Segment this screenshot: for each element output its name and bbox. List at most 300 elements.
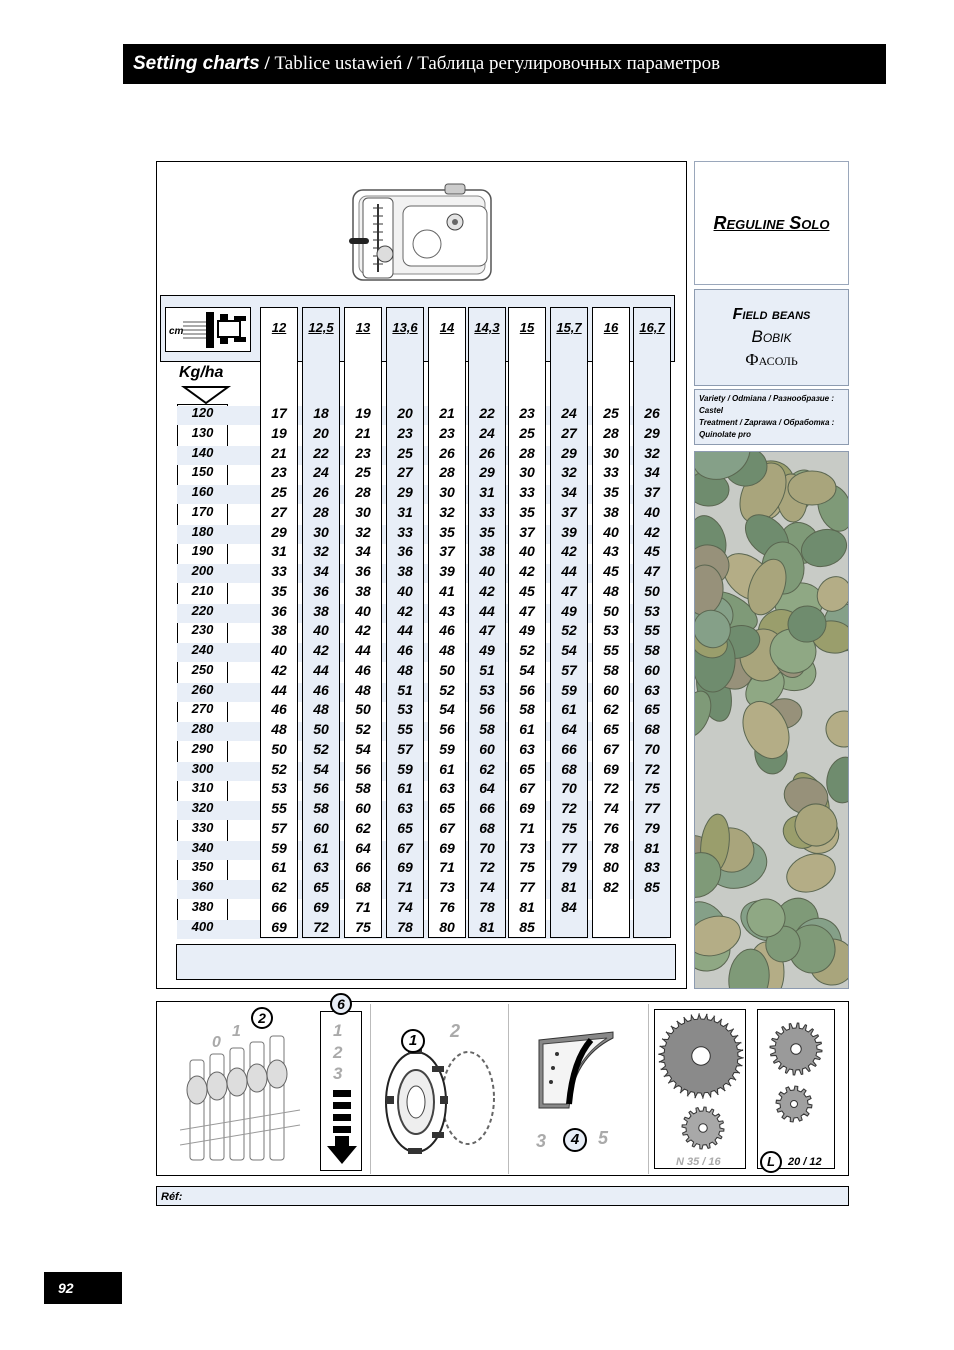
- table-cell: 66: [355, 859, 371, 876]
- table-cell: 40: [603, 523, 619, 540]
- table-cell: 60: [355, 800, 371, 816]
- table-cell: 68: [355, 879, 371, 895]
- table-cell: 31: [271, 543, 287, 560]
- table-cell: 81: [519, 898, 535, 915]
- table-cell: 37: [519, 523, 535, 540]
- table-notes-field[interactable]: [176, 944, 676, 980]
- table-cell: 60: [603, 681, 619, 698]
- table-cell: 53: [479, 681, 495, 698]
- table-cell: 58: [355, 780, 371, 797]
- table-cell: 50: [313, 721, 329, 737]
- table-cell: 27: [561, 424, 577, 441]
- table-cell: 26: [313, 484, 329, 500]
- table-cell: 58: [603, 661, 619, 678]
- table-cell: 57: [271, 819, 287, 836]
- table-cell: 35: [479, 523, 495, 540]
- table-cell: 55: [397, 721, 413, 737]
- table-cell: 28: [439, 464, 455, 481]
- kg-ha-value: 200: [191, 563, 214, 578]
- table-cell: 23: [439, 424, 455, 441]
- table-cell: 52: [519, 642, 535, 658]
- table-cell: 35: [603, 484, 619, 500]
- table-cell: 71: [439, 859, 455, 876]
- table-cell: 56: [355, 760, 371, 777]
- kg-ha-value: 120: [191, 405, 214, 420]
- tractor-speed-icon: [165, 307, 251, 352]
- table-cell: 23: [355, 444, 371, 461]
- small-gear-icon: [681, 1106, 725, 1150]
- field-beans-photo: [694, 451, 849, 989]
- kg-ha-value: 230: [191, 622, 214, 638]
- table-cell: 59: [561, 681, 577, 698]
- table-cell: 46: [271, 701, 287, 718]
- down-arrow-icon: [178, 383, 234, 405]
- variety-value: Castel: [699, 406, 724, 415]
- table-cell: 37: [439, 543, 455, 560]
- table-cell: 63: [644, 681, 660, 698]
- table-cell: 32: [561, 464, 577, 481]
- kg-ha-value: 350: [191, 859, 214, 875]
- table-cell: 37: [644, 484, 660, 500]
- table-cell: 69: [313, 898, 329, 915]
- table-cell: 85: [644, 879, 660, 895]
- table-cell: 56: [479, 701, 495, 718]
- lever-step-1: 1: [333, 1021, 343, 1040]
- table-cell: 77: [561, 839, 577, 856]
- table-cell: 54: [355, 740, 371, 757]
- kg-ha-value: 160: [191, 484, 214, 499]
- gear-left-label: N 35 / 16: [676, 1156, 721, 1168]
- table-cell: 29: [561, 444, 577, 461]
- table-cell: 65: [397, 819, 413, 836]
- table-cell: 30: [313, 523, 329, 540]
- kg-ha-value: 300: [191, 760, 214, 776]
- lever-number-badge: [330, 993, 352, 1015]
- table-cell: 62: [479, 760, 495, 777]
- variety-label: Variety / Odmiana / Разнообразие :: [699, 394, 835, 403]
- table-cell: 78: [397, 918, 413, 935]
- table-cell: 80: [603, 859, 619, 876]
- table-cell: 58: [519, 701, 535, 718]
- lower-gear-icon: [775, 1085, 813, 1123]
- table-cell: 25: [519, 424, 535, 441]
- table-cell: 38: [271, 622, 287, 639]
- table-cell: 60: [644, 661, 660, 678]
- table-cell: 79: [644, 819, 660, 836]
- table-cell: 36: [271, 602, 287, 619]
- table-cell: 61: [313, 839, 329, 856]
- table-cell: 61: [439, 760, 455, 777]
- table-cell: 52: [313, 740, 329, 757]
- table-cell: 68: [644, 721, 660, 737]
- table-cell: 62: [271, 879, 287, 895]
- table-cell: 55: [271, 800, 287, 816]
- table-cell: 55: [644, 622, 660, 639]
- gauge-illustration: [533, 1028, 619, 1112]
- header-title-ru: Таблица регулировочных параметров: [417, 53, 721, 74]
- table-cell: 64: [355, 839, 371, 856]
- kg-ha-value: 170: [191, 503, 214, 519]
- table-cell: 61: [561, 701, 577, 718]
- table-cell: 71: [397, 879, 413, 895]
- kg-ha-value: 140: [191, 444, 214, 460]
- treatment-label: Treatment / Zaprawa / Обработка :: [699, 418, 835, 427]
- table-cell: 52: [561, 622, 577, 639]
- table-cell: 50: [644, 582, 660, 599]
- table-cell: 47: [644, 563, 660, 579]
- table-cell: 67: [519, 780, 535, 797]
- table-cell: 47: [519, 602, 535, 619]
- table-cell: 54: [519, 661, 535, 678]
- table-cell: 58: [479, 721, 495, 737]
- table-cell: 21: [439, 405, 455, 421]
- table-cell: 32: [355, 523, 371, 540]
- table-cell: 33: [479, 503, 495, 520]
- table-cell: 36: [313, 582, 329, 599]
- table-cell: 53: [397, 701, 413, 718]
- table-cell: 42: [355, 622, 371, 639]
- gear-right-label: 20 / 12: [788, 1156, 822, 1168]
- table-cell: 34: [355, 543, 371, 560]
- table-cell: 32: [313, 543, 329, 560]
- table-cell: 78: [603, 839, 619, 856]
- table-cell: 33: [603, 464, 619, 481]
- upper-gear-icon: [769, 1022, 823, 1076]
- header-title-pl: Tablice ustawień: [274, 53, 403, 74]
- table-cell: 29: [271, 523, 287, 540]
- table-cell: 72: [603, 780, 619, 797]
- table-cell: 65: [603, 721, 619, 737]
- table-cell: 71: [519, 819, 535, 836]
- table-cell: 39: [439, 563, 455, 579]
- kg-ha-value: 380: [191, 898, 214, 914]
- kg-ha-value: 130: [191, 424, 214, 440]
- table-cell: 56: [519, 681, 535, 698]
- table-cell: 27: [397, 464, 413, 481]
- table-cell: 58: [313, 800, 329, 816]
- table-cell: 70: [479, 839, 495, 856]
- table-cell: 66: [561, 740, 577, 757]
- dial-mark-0: 0: [212, 1034, 221, 1051]
- treatment-value: Quinolate pro: [699, 430, 751, 439]
- kg-ha-value: 190: [191, 543, 214, 559]
- table-cell: 19: [355, 405, 371, 421]
- table-cell: 65: [439, 800, 455, 816]
- table-cell: 58: [644, 642, 660, 658]
- table-cell: 32: [644, 444, 660, 461]
- table-cell: 24: [479, 424, 495, 441]
- table-cell: 42: [313, 642, 329, 658]
- table-cell: 19: [271, 424, 287, 441]
- kg-ha-value: 250: [191, 661, 214, 677]
- table-cell: 29: [479, 464, 495, 481]
- table-cell: 59: [271, 839, 287, 856]
- wheel-selected-badge: [401, 1029, 425, 1053]
- table-cell: 52: [271, 760, 287, 777]
- crop-name-en: Field beans: [732, 305, 811, 323]
- table-cell: 36: [397, 543, 413, 560]
- table-cell: 53: [271, 780, 287, 797]
- table-cell: 41: [439, 582, 455, 599]
- table-cell: 21: [355, 424, 371, 441]
- table-cell: 38: [313, 602, 329, 619]
- table-cell: 46: [355, 661, 371, 678]
- table-cell: 57: [561, 661, 577, 678]
- table-cell: 84: [561, 898, 577, 915]
- table-cell: 46: [397, 642, 413, 658]
- table-cell: 66: [479, 800, 495, 816]
- table-cell: 46: [439, 622, 455, 639]
- table-cell: 61: [397, 780, 413, 797]
- table-cell: 20: [313, 424, 329, 441]
- table-cell: 30: [439, 484, 455, 500]
- kg-ha-value: 290: [191, 740, 214, 756]
- gauge-mark-5: 5: [598, 1128, 609, 1148]
- table-cell: 69: [439, 839, 455, 856]
- dial-mark-1: 1: [232, 1023, 241, 1040]
- table-cell: 48: [397, 661, 413, 678]
- table-cell: 73: [439, 879, 455, 895]
- crop-card: [694, 289, 849, 386]
- table-cell: 70: [561, 780, 577, 797]
- table-cell: 52: [355, 721, 371, 737]
- table-cell: 80: [439, 918, 455, 935]
- table-cell: 25: [355, 464, 371, 481]
- table-cell: 25: [271, 484, 287, 500]
- header-title-en: Setting charts: [133, 53, 260, 74]
- table-cell: 63: [397, 800, 413, 816]
- table-cell: 30: [355, 503, 371, 520]
- table-cell: 44: [479, 602, 495, 619]
- table-cell: 43: [603, 543, 619, 560]
- lever-number: 6: [337, 996, 345, 1012]
- column-header: 15,7: [556, 320, 582, 335]
- table-cell: 24: [561, 405, 577, 421]
- table-cell: 50: [355, 701, 371, 718]
- table-cell: 40: [397, 582, 413, 599]
- table-cell: 44: [313, 661, 329, 678]
- table-cell: 18: [313, 405, 329, 421]
- cm-label: cm: [169, 326, 184, 337]
- table-cell: 21: [271, 444, 287, 461]
- page-header: Setting charts / Tablice ustawień / Таблица регулировочных параметров: [123, 44, 886, 84]
- gear-right-letter-badge: [760, 1151, 782, 1173]
- table-cell: 81: [561, 879, 577, 895]
- table-cell: 26: [439, 444, 455, 461]
- table-cell: 47: [479, 622, 495, 639]
- gauge-mark-3: 3: [536, 1131, 547, 1151]
- table-cell: 42: [644, 523, 660, 540]
- table-cell: 20: [397, 405, 413, 421]
- table-cell: 28: [355, 484, 371, 500]
- table-cell: 42: [561, 543, 577, 560]
- table-cell: 68: [479, 819, 495, 836]
- gear-right-letter: L: [767, 1154, 775, 1169]
- table-cell: 69: [603, 760, 619, 777]
- table-cell: 53: [603, 622, 619, 639]
- product-title-card: [694, 161, 849, 285]
- table-cell: 76: [603, 819, 619, 836]
- table-cell: 36: [355, 563, 371, 579]
- table-cell: 47: [561, 582, 577, 599]
- table-cell: 82: [603, 879, 619, 895]
- table-cell: 25: [603, 405, 619, 421]
- kg-ha-value: 180: [191, 523, 214, 539]
- kg-ha-value: 330: [191, 819, 214, 835]
- table-cell: 42: [271, 661, 287, 678]
- column-header: 13: [355, 320, 371, 335]
- lever-step-3: 3: [333, 1064, 343, 1083]
- table-cell: 64: [561, 721, 577, 737]
- table-cell: 79: [561, 859, 577, 876]
- kg-ha-label: Kg/ha: [179, 364, 224, 381]
- table-cell: 31: [397, 503, 413, 520]
- table-cell: 45: [519, 582, 535, 599]
- table-cell: 59: [439, 740, 455, 757]
- table-cell: 75: [644, 780, 660, 797]
- table-cell: 55: [603, 642, 619, 658]
- table-cell: 29: [644, 424, 660, 441]
- table-cell: 33: [519, 484, 535, 500]
- table-cell: 63: [313, 859, 329, 876]
- table-cell: 27: [271, 503, 287, 520]
- table-cell: 28: [603, 424, 619, 441]
- table-cell: 33: [271, 563, 287, 579]
- kg-ha-value: 220: [191, 602, 214, 618]
- table-cell: 72: [313, 918, 329, 935]
- table-cell: 77: [644, 800, 660, 816]
- table-cell: 74: [479, 879, 495, 895]
- table-cell: 49: [561, 602, 577, 619]
- table-cell: 40: [644, 503, 660, 520]
- column-header: 12: [271, 320, 287, 335]
- large-gear-icon: [658, 1013, 744, 1099]
- table-cell: 69: [519, 800, 535, 816]
- table-cell: 25: [397, 444, 413, 461]
- column-header: 16,7: [639, 320, 665, 335]
- table-cell: 38: [479, 543, 495, 560]
- table-cell: 81: [644, 839, 660, 856]
- table-cell: 70: [644, 740, 660, 757]
- table-cell: 43: [439, 602, 455, 619]
- table-cell: 76: [439, 898, 455, 915]
- table-cell: 60: [479, 740, 495, 757]
- table-cell: 33: [397, 523, 413, 540]
- table-cell: 61: [519, 721, 535, 737]
- table-cell: 42: [479, 582, 495, 599]
- table-cell: 61: [271, 859, 287, 876]
- table-cell: 68: [561, 760, 577, 777]
- table-cell: 40: [355, 602, 371, 619]
- table-cell: 75: [519, 859, 535, 876]
- table-cell: 23: [271, 464, 287, 481]
- table-cell: 60: [313, 819, 329, 836]
- gauge-selected-value: 4: [570, 1131, 580, 1148]
- table-cell: 54: [439, 701, 455, 718]
- dial-selected-badge: [251, 1007, 273, 1029]
- table-cell: 22: [479, 405, 495, 421]
- table-cell: 35: [271, 582, 287, 599]
- table-cell: 48: [355, 681, 371, 698]
- crop-name-ru: Фасоль: [745, 349, 798, 369]
- table-cell: 67: [603, 740, 619, 757]
- reference-field[interactable]: [156, 1186, 849, 1206]
- table-cell: 28: [519, 444, 535, 461]
- table-cell: 72: [479, 859, 495, 876]
- seed-box-illustration: [345, 178, 495, 286]
- drive-wheel-illustration: [380, 1040, 500, 1160]
- table-cell: 78: [479, 898, 495, 915]
- table-cell: 63: [439, 780, 455, 797]
- lever-down-arrow-icon: [326, 1088, 358, 1168]
- table-cell: 44: [561, 563, 577, 579]
- table-cell: 63: [519, 740, 535, 757]
- column-header: 14,3: [474, 320, 500, 335]
- table-cell: 81: [479, 918, 495, 935]
- table-cell: 23: [397, 424, 413, 441]
- table-cell: 65: [313, 879, 329, 895]
- kg-ha-value: 400: [191, 918, 214, 934]
- table-cell: 23: [519, 405, 535, 421]
- table-cell: 38: [397, 563, 413, 579]
- kg-ha-value: 320: [191, 800, 214, 815]
- table-cell: 83: [644, 859, 660, 876]
- table-cell: 50: [439, 661, 455, 678]
- table-cell: 51: [479, 661, 495, 678]
- table-cell: 85: [519, 918, 535, 935]
- table-cell: 32: [439, 503, 455, 520]
- table-cell: 54: [313, 760, 329, 777]
- metering-dial-illustration: [180, 1020, 310, 1170]
- table-cell: 35: [519, 503, 535, 520]
- table-cell: 67: [397, 839, 413, 856]
- table-cell: 57: [397, 740, 413, 757]
- table-cell: 34: [561, 484, 577, 500]
- kg-ha-value: 360: [191, 879, 214, 894]
- table-cell: 62: [603, 701, 619, 718]
- column-header: 14: [439, 320, 455, 335]
- table-cell: 69: [271, 918, 287, 935]
- table-cell: 75: [355, 918, 371, 935]
- table-cell: 22: [313, 444, 329, 461]
- table-cell: 64: [479, 780, 495, 797]
- table-cell: 45: [644, 543, 660, 560]
- table-cell: 31: [479, 484, 495, 500]
- table-cell: 30: [603, 444, 619, 461]
- column-header: 16: [603, 320, 619, 335]
- table-cell: 29: [397, 484, 413, 500]
- table-cell: 40: [519, 543, 535, 560]
- table-cell: 71: [355, 898, 371, 915]
- kg-ha-value: 150: [191, 464, 214, 480]
- table-cell: 59: [397, 760, 413, 777]
- table-cell: 45: [603, 563, 619, 579]
- table-cell: 40: [313, 622, 329, 639]
- table-cell: 66: [271, 898, 287, 915]
- table-cell: 69: [397, 859, 413, 876]
- column-header: 12,5: [308, 320, 334, 335]
- table-cell: 75: [561, 819, 577, 836]
- table-cell: 77: [519, 879, 535, 895]
- kg-ha-value: 340: [191, 839, 214, 855]
- column-header: 15: [519, 320, 535, 335]
- table-cell: 74: [603, 800, 619, 816]
- table-cell: 50: [603, 602, 619, 619]
- table-cell: 54: [561, 642, 577, 658]
- table-cell: 48: [313, 701, 329, 718]
- kg-ha-value: 280: [191, 721, 214, 736]
- reference-label: Réf:: [161, 1191, 183, 1203]
